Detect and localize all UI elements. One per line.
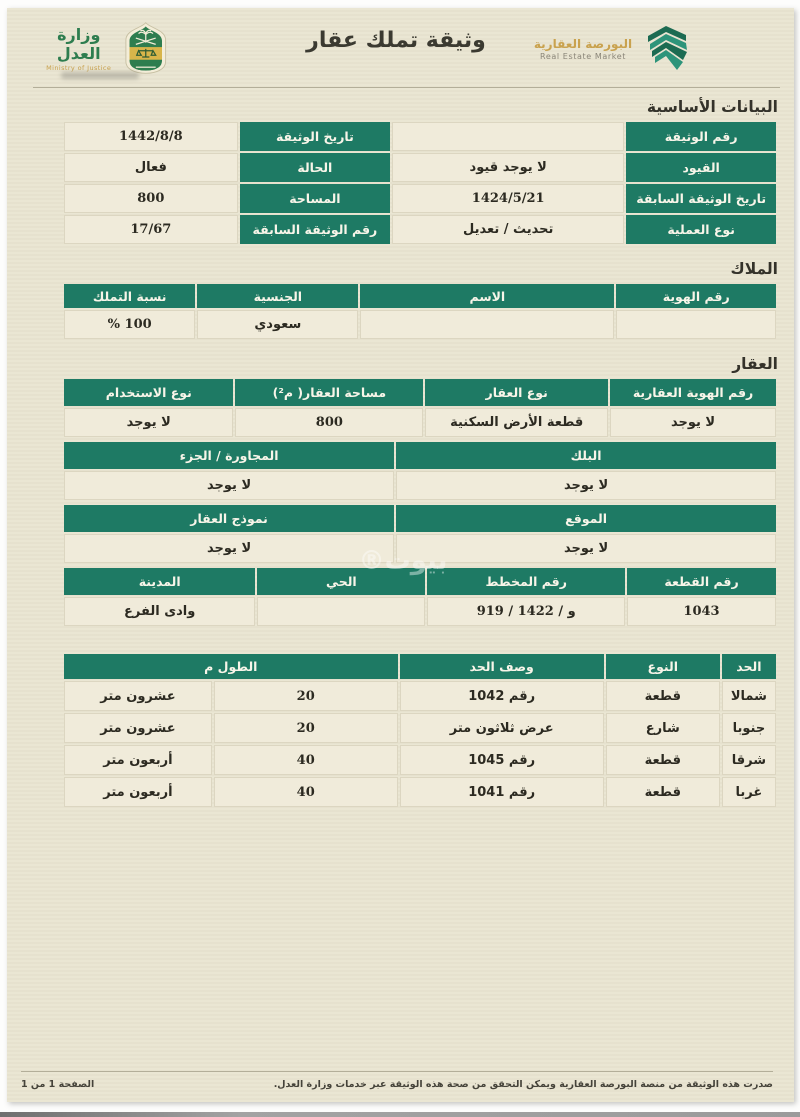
border-description: رقم 1045 — [400, 745, 604, 775]
field-value: 1442/8/8 — [64, 122, 238, 151]
table-row — [64, 597, 776, 626]
border-type: قطعة — [606, 777, 720, 807]
field-value — [392, 122, 624, 151]
field-value: 919 / و / 1422 — [476, 604, 576, 619]
field-value: 800 — [64, 184, 238, 213]
border-length-text: عشرون متر — [64, 713, 212, 743]
table-row — [64, 122, 776, 151]
border-length: 40 — [214, 777, 398, 807]
column-header: رقم الهوية — [616, 284, 776, 308]
table-row — [64, 534, 776, 563]
field-value: % 100 — [64, 310, 195, 339]
field-value: وادى الفرع — [64, 597, 255, 626]
ministry-of-justice-emblem-icon — [125, 20, 167, 76]
field-label: المساحة — [240, 184, 390, 213]
field-value: لا يوجد — [64, 471, 394, 500]
border-length-text: عشرون متر — [64, 681, 212, 711]
section-title-basic-data: البيانات الأساسية — [646, 98, 778, 116]
border-side: شرقا — [722, 745, 776, 775]
column-header: نوع العقار — [425, 379, 608, 406]
property-table-main — [62, 377, 778, 439]
border-length: 20 — [214, 681, 398, 711]
field-label: تاريخ الوثيقة السابقة — [626, 184, 776, 213]
section-title-owners: الملاك — [730, 260, 778, 278]
ministry-of-justice-logo — [37, 20, 167, 76]
real-estate-market-logo — [531, 26, 689, 72]
table-row — [64, 408, 776, 437]
field-value — [616, 310, 776, 339]
column-header: الجنسية — [197, 284, 358, 308]
column-header: الموقع — [396, 505, 776, 532]
table-header-row — [64, 284, 776, 308]
field-label: تاريخ الوثيقة — [240, 122, 390, 151]
border-length-text: أربعون متر — [64, 777, 212, 807]
table-row — [64, 471, 776, 500]
border-description: رقم 1041 — [400, 777, 604, 807]
table-row — [64, 777, 776, 807]
table-header-row — [64, 505, 776, 532]
field-value: تحديث / تعديل — [392, 215, 624, 244]
border-type: قطعة — [606, 681, 720, 711]
column-header: البلك — [396, 442, 776, 469]
table-row — [64, 745, 776, 775]
field-label: رقم الوثيقة السابقة — [240, 215, 390, 244]
real-estate-market-arabic-label: البورصة العقارية — [533, 37, 633, 51]
document-body — [62, 98, 778, 809]
column-header: الاسم — [360, 284, 614, 308]
borders-table — [62, 652, 778, 809]
field-value: لا يوجد — [64, 534, 394, 563]
field-value: لا يوجد — [64, 408, 233, 437]
field-value: لا يوجد قيود — [392, 153, 624, 182]
real-estate-market-english-label: Real Estate Market — [540, 52, 626, 61]
column-header: نموذج العقار — [64, 505, 394, 532]
field-value: 800 — [235, 408, 423, 437]
field-value: لا يوجد — [396, 471, 776, 500]
table-row — [64, 713, 776, 743]
owners-table — [62, 282, 778, 341]
table-header-row — [64, 654, 776, 679]
table-row — [64, 215, 776, 244]
border-type: شارع — [606, 713, 720, 743]
field-value: لا يوجد — [610, 408, 776, 437]
ministry-of-justice-arabic-label: وزارة العدل — [56, 24, 101, 63]
ministry-of-justice-english-label: Ministry of Justice — [46, 63, 112, 72]
faint-stamp — [61, 72, 139, 79]
footer-note: صدرت هذه الوثيقة من منصة البورصة العقارية ويمكن التحقق من صحة هذه الوثيقة عبر خدمات وزارة العدل. — [273, 1079, 773, 1090]
document-page — [7, 8, 794, 1102]
border-description: رقم 1042 — [400, 681, 604, 711]
document-header — [33, 8, 780, 88]
field-value: قطعة الأرض السكنية — [425, 408, 608, 437]
field-value — [257, 597, 425, 626]
field-label: رقم الوثيقة — [626, 122, 776, 151]
column-header: رقم المخطط — [427, 568, 625, 595]
basic-data-table — [62, 120, 778, 246]
section-title-property: العقار — [732, 355, 778, 373]
table-header-row — [64, 568, 776, 595]
page-title: وثيقة تملك عقار — [306, 28, 486, 53]
column-header: مساحة العقار( م²) — [235, 379, 423, 406]
field-value: لا يوجد — [396, 534, 776, 563]
border-side: غربا — [722, 777, 776, 807]
column-header: المدينة — [64, 568, 255, 595]
bayut-watermark: بيوت® — [358, 546, 448, 576]
field-value: 1043 — [627, 597, 776, 626]
border-type: قطعة — [606, 745, 720, 775]
border-length-text: أربعون متر — [64, 745, 212, 775]
column-header: وصف الحد — [400, 654, 604, 679]
table-row — [64, 153, 776, 182]
column-header: الحد — [722, 654, 776, 679]
real-estate-market-map-icon — [641, 26, 689, 72]
field-label: نوع العملية — [626, 215, 776, 244]
real-estate-market-logo-text — [531, 37, 635, 61]
table-row — [64, 310, 776, 339]
ministry-of-justice-logo-text — [37, 25, 120, 72]
field-value: 17/67 — [64, 215, 238, 244]
border-side: شمالا — [722, 681, 776, 711]
field-value: 1424/5/21 — [392, 184, 624, 213]
field-value: فعال — [64, 153, 238, 182]
table-row — [64, 184, 776, 213]
field-value: سعودي — [197, 310, 358, 339]
column-header: نوع الاستخدام — [64, 379, 233, 406]
column-header: النوع — [606, 654, 720, 679]
column-header: نسبة التملك — [64, 284, 195, 308]
property-table-location — [62, 503, 778, 565]
column-header: الطول م — [64, 654, 398, 679]
property-table-block — [62, 440, 778, 502]
border-length: 20 — [214, 713, 398, 743]
border-length: 40 — [214, 745, 398, 775]
column-header: المجاورة / الجزء — [64, 442, 394, 469]
field-value — [360, 310, 614, 339]
table-row — [64, 681, 776, 711]
field-label: القيود — [626, 153, 776, 182]
border-side: جنوبا — [722, 713, 776, 743]
photo-bottom-edge — [0, 1112, 800, 1117]
document-footer — [21, 1071, 773, 1090]
page-number: الصفحة 1 من 1 — [21, 1079, 95, 1090]
table-header-row — [64, 442, 776, 469]
table-header-row — [64, 379, 776, 406]
property-table-plot — [62, 566, 778, 628]
column-header: رقم الهوية العقارية — [610, 379, 776, 406]
border-description: عرض ثلاثون متر — [400, 713, 604, 743]
column-header: الحي — [257, 568, 425, 595]
column-header: رقم القطعة — [627, 568, 776, 595]
field-label: الحالة — [240, 153, 390, 182]
